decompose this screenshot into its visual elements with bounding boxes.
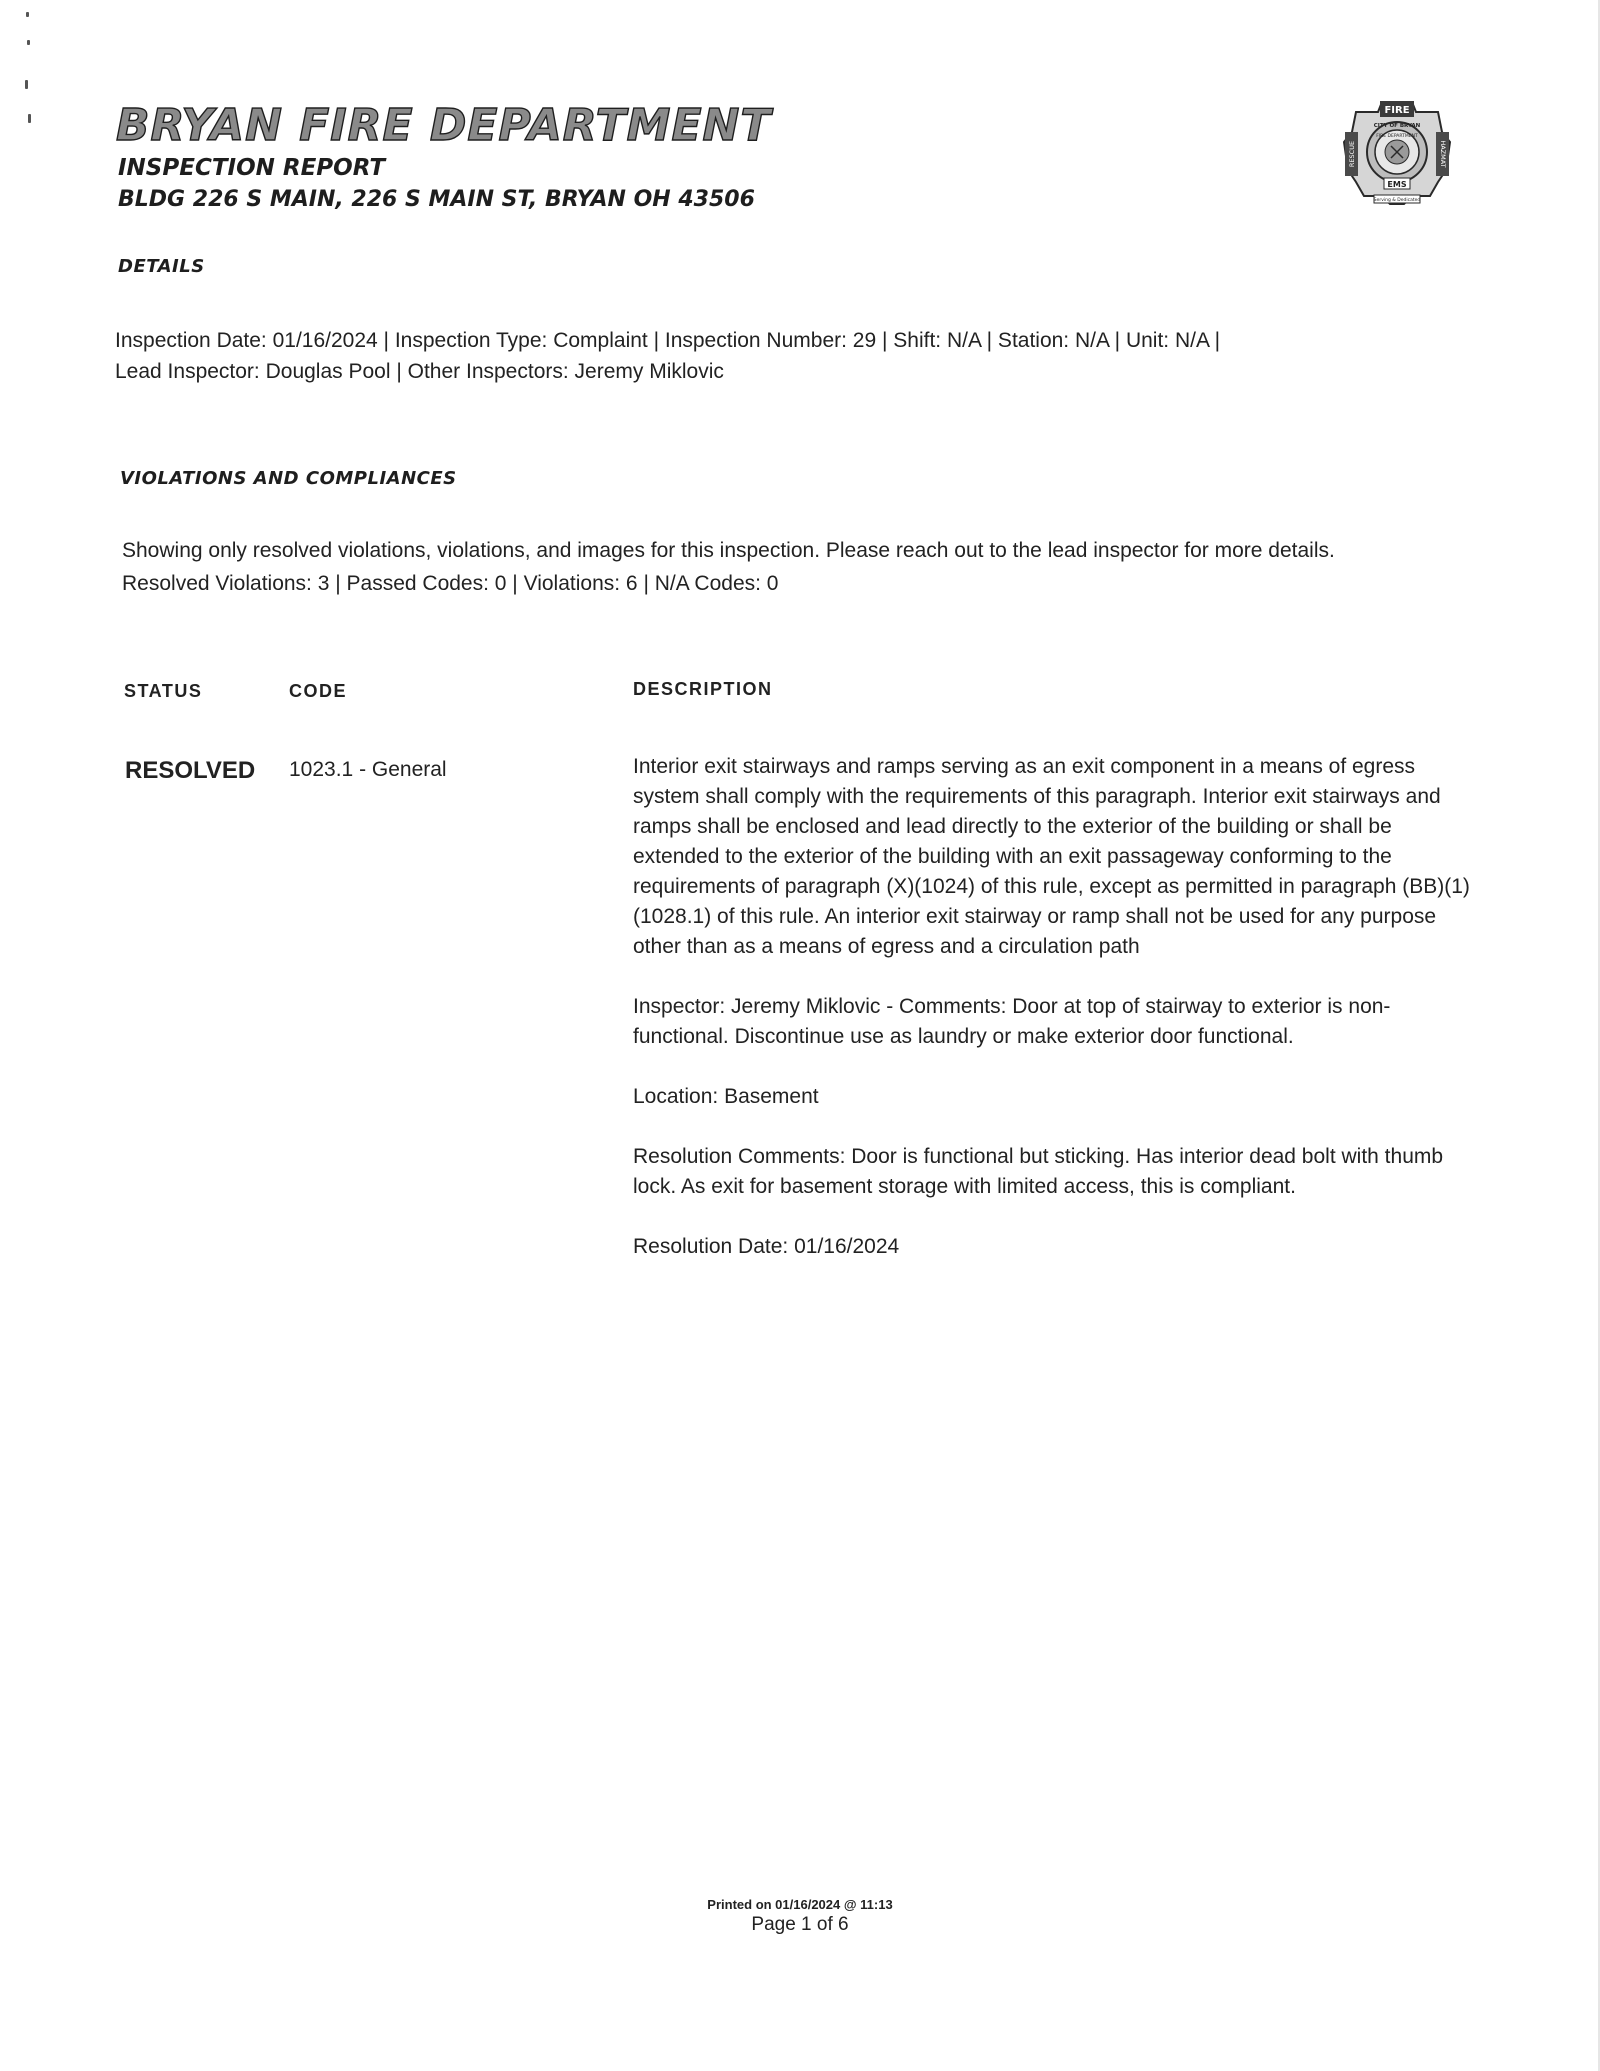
building-address: BLDG 226 S MAIN, 226 S MAIN ST, BRYAN OH 43506 bbox=[118, 187, 755, 212]
status-column-header: STATUS bbox=[124, 681, 203, 701]
description-cell bbox=[633, 752, 1478, 1292]
seal-right-text: HAZMAT bbox=[1439, 140, 1447, 168]
violations-summary: Resolved Violations: 3 | Passed Codes: 0 | Violations: 6 | N/A Codes: 0 bbox=[122, 572, 779, 595]
seal-left-text: RESCUE bbox=[1348, 140, 1356, 168]
description-column-header: DESCRIPTION bbox=[633, 679, 773, 699]
seal-top-text: FIRE bbox=[1384, 105, 1410, 116]
code-column-header: CODE bbox=[289, 681, 348, 701]
page-number: Page 1 of 6 bbox=[751, 1914, 849, 1935]
inspector-comments: Inspector: Jeremy Miklovic - Comments: Door at top of stairway to exterior is non-functional. Discontinue use as laundry or make exterior door functional. bbox=[633, 995, 1391, 1048]
details-heading: DETAILS bbox=[118, 256, 205, 277]
code-cell: 1023.1 - General bbox=[289, 758, 447, 781]
status-badge: RESOLVED bbox=[125, 757, 256, 784]
code-description: Interior exit stairways and ramps serving as an exit component in a means of egress system shall comply with the requirements of this paragraph. Interior exit stairways and ramps shall be enclosed and lead directly to the exterior of the building or shall be extended to the exterior of the building with an exit passageway conforming to the requirements of paragraph (X)(1024) of this rule, except as permitted in paragraph (BB)(1)(1028.1) of this rule. An interior exit stairway or ramp shall not be used for any purpose other than as a means of egress and a circulation path bbox=[633, 755, 1470, 958]
location: Location: Basement bbox=[633, 1085, 819, 1108]
seal-banner-text: Serving & Dedicated bbox=[1373, 198, 1421, 203]
scan-edge-marks bbox=[24, 12, 44, 132]
details-line-2: Lead Inspector: Douglas Pool | Other Inspectors: Jeremy Miklovic bbox=[115, 360, 724, 383]
violations-line-1: Showing only resolved violations, violations, and images for this inspection. Please reach out to the lead inspector for more details. bbox=[122, 539, 1335, 562]
seal-ring-text: CITY OF BRYAN bbox=[1373, 123, 1421, 129]
seal-center-text: FIRE DEPARTMENT bbox=[1376, 134, 1418, 139]
printed-timestamp: Printed on 01/16/2024 @ 11:13 bbox=[707, 1897, 893, 1912]
department-title: BRYAN FIRE DEPARTMENT bbox=[116, 100, 772, 151]
report-subtitle: INSPECTION REPORT bbox=[118, 155, 386, 181]
details-line-1: Inspection Date: 01/16/2024 | Inspection Type: Complaint | Inspection Number: 29 | Shift: N/A | Station: N/A | Unit: N/A | bbox=[115, 329, 1221, 352]
resolution-comments: Resolution Comments: Door is functional but sticking. Has interior dead bolt with thumb lock. As exit for basement storage with limited access, this is compliant. bbox=[633, 1145, 1444, 1198]
seal-badge-text: EMS bbox=[1387, 180, 1407, 189]
resolution-date: Resolution Date: 01/16/2024 bbox=[633, 1235, 900, 1258]
fire-department-seal-icon bbox=[1342, 98, 1452, 210]
violations-heading: VIOLATIONS AND COMPLIANCES bbox=[120, 468, 457, 489]
